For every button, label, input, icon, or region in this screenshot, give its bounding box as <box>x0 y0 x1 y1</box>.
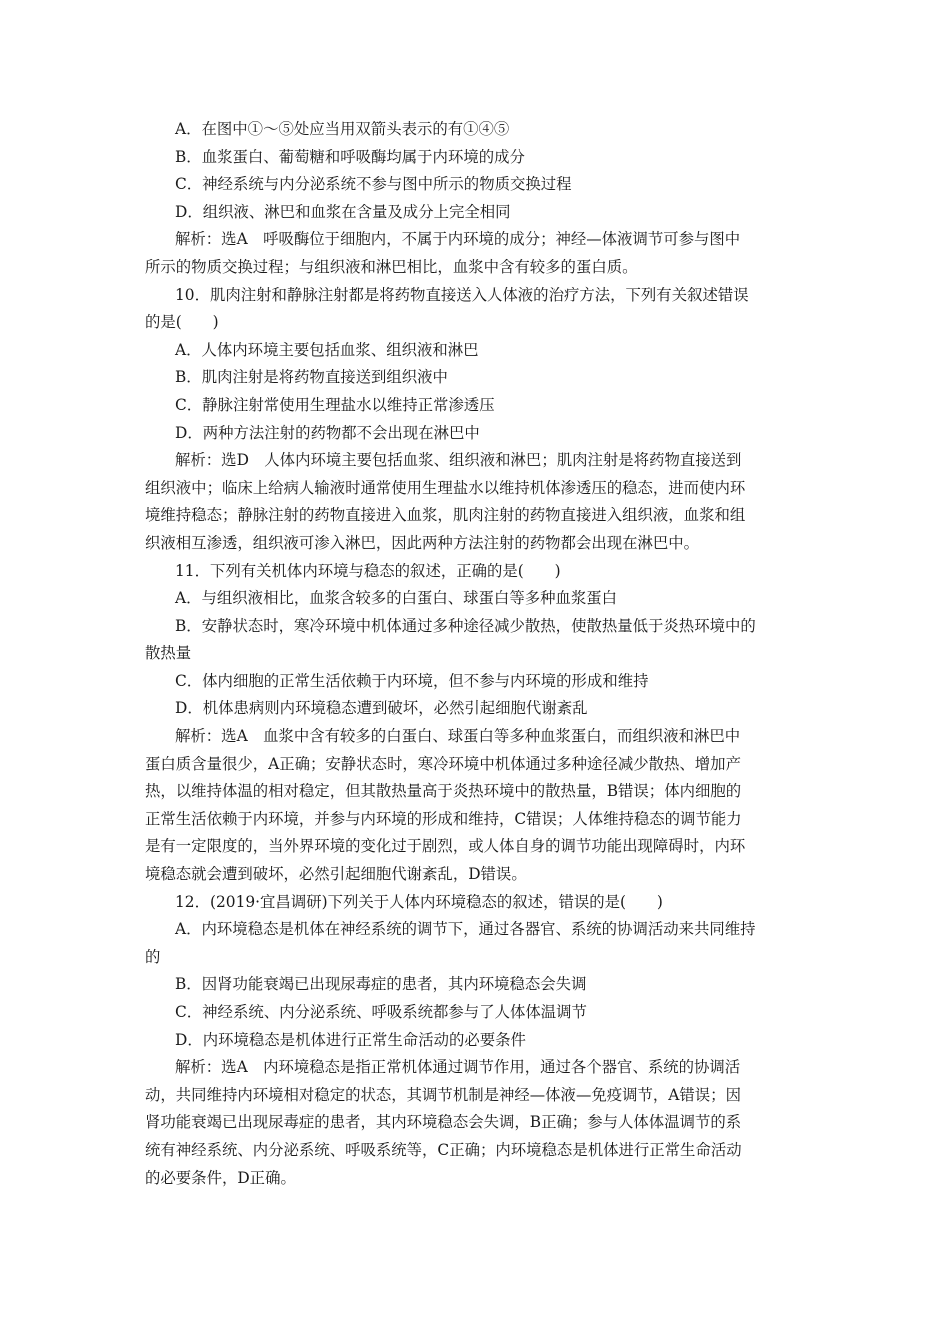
text-line: C．神经系统、内分泌系统、呼吸系统都参与了人体体温调节 <box>175 1003 587 1021</box>
text-line: 动，共同维持内环境相对稳定的状态，其调节机制是神经—体液—免疫调节，A错误；因 <box>145 1085 741 1104</box>
text-line: 正常生活依赖于内环境，并参与内环境的形成和维持，C错误；人体维持稳态的调节能力 <box>145 809 742 828</box>
text-line: A．在图中①～⑤处应当用双箭头表示的有①④⑤ <box>175 120 510 138</box>
text-line: 是有一定限度的，当外界环境的变化过于剧烈，或人体自身的调节功能出现障碍时，内环 <box>145 837 746 856</box>
text-line: 境稳态就会遭到破坏，必然引起细胞代谢紊乱，D错误。 <box>145 865 527 884</box>
text-line: 散热量 <box>145 644 192 663</box>
text-line: 的必要条件，D正确。 <box>145 1168 296 1187</box>
text-line: 肾功能衰竭已出现尿毒症的患者，其内环境稳态会失调，B正确；参与人体体温调节的系 <box>145 1113 742 1132</box>
text-line: 蛋白质含量很少，A正确；安静状态时，寒冷环境中机体通过多种途径减少散热、增加产 <box>145 754 741 773</box>
text-line: 织液相互渗透，组织液可渗入淋巴，因此两种方法注射的药物都会出现在淋巴中。 <box>145 533 700 552</box>
text-line: 的是( ) <box>145 313 219 332</box>
text-line: 热，以维持体温的相对稳定，但其散热量高于炎热环境中的散热量，B错误；体内细胞的 <box>145 782 742 801</box>
text-line: 统有神经系统、内分泌系统、呼吸系统等，C正确；内环境稳态是机体进行正常生命活动 <box>145 1140 742 1159</box>
text-line: D．组织液、淋巴和血浆在含量及成分上完全相同 <box>175 202 511 221</box>
document-body <box>145 116 808 1192</box>
text-line: 12．(2019·宜昌调研)下列关于人体内环境稳态的叙述，错误的是( ) <box>175 892 663 911</box>
text-line: 解析：选A 血浆中含有较多的白蛋白、球蛋白等多种血浆蛋白，而组织液和淋巴中 <box>175 727 741 746</box>
text-line: A．人体内环境主要包括血浆、组织液和淋巴 <box>175 340 479 359</box>
text-line: 的 <box>145 947 161 966</box>
text-line: 解析：选A 内环境稳态是指正常机体通过调节作用，通过各个器官、系统的协调活 <box>175 1058 741 1077</box>
text-line: 解析：选D 人体内环境主要包括血浆、组织液和淋巴；肌肉注射是将药物直接送到 <box>175 451 742 470</box>
text-line: 组织液中；临床上给病人输液时通常使用生理盐水以维持机体渗透压的稳态，进而使内环 <box>145 478 746 497</box>
text-line: C．体内细胞的正常生活依赖于内环境，但不参与内环境的形成和维持 <box>175 671 649 690</box>
text-line: B．血浆蛋白、葡萄糖和呼吸酶均属于内环境的成分 <box>175 147 525 166</box>
text-line: 所示的物质交换过程；与组织液和淋巴相比，血浆中含有较多的蛋白质。 <box>145 257 638 276</box>
text-line: A．与组织液相比，血浆含较多的白蛋白、球蛋白等多种血浆蛋白 <box>175 589 618 608</box>
text-line: 11．下列有关机体内环境与稳态的叙述，正确的是( ) <box>175 561 561 580</box>
text-line: C．神经系统与内分泌系统不参与图中所示的物质交换过程 <box>175 175 572 194</box>
text-line: B．因肾功能衰竭已出现尿毒症的患者，其内环境稳态会失调 <box>175 975 587 994</box>
text-line: D．机体患病则内环境稳态遭到破坏，必然引起细胞代谢紊乱 <box>175 699 588 718</box>
text-line: 解析：选A 呼吸酶位于细胞内，不属于内环境的成分；神经—体液调节可参与图中 <box>175 230 741 249</box>
text-line: A．内环境稳态是机体在神经系统的调节下，通过各器官、系统的协调活动来共同维持 <box>175 920 756 939</box>
text-line: D．两种方法注射的药物都不会出现在淋巴中 <box>175 423 480 442</box>
text-line: 境维持稳态；静脉注射的药物直接进入血浆，肌肉注射的药物直接进入组织液，血浆和组 <box>145 506 746 525</box>
text-line: D．内环境稳态是机体进行正常生命活动的必要条件 <box>175 1030 526 1049</box>
text-line: C．静脉注射常使用生理盐水以维持正常渗透压 <box>175 395 495 414</box>
text-line: B．安静状态时，寒冷环境中机体通过多种途径减少散热，使散热量低于炎热环境中的 <box>175 616 756 635</box>
text-line: 10．肌肉注射和静脉注射都是将药物直接送入人体液的治疗方法，下列有关叙述错误 <box>175 285 749 304</box>
text-line: B．肌肉注射是将药物直接送到组织液中 <box>175 368 448 387</box>
